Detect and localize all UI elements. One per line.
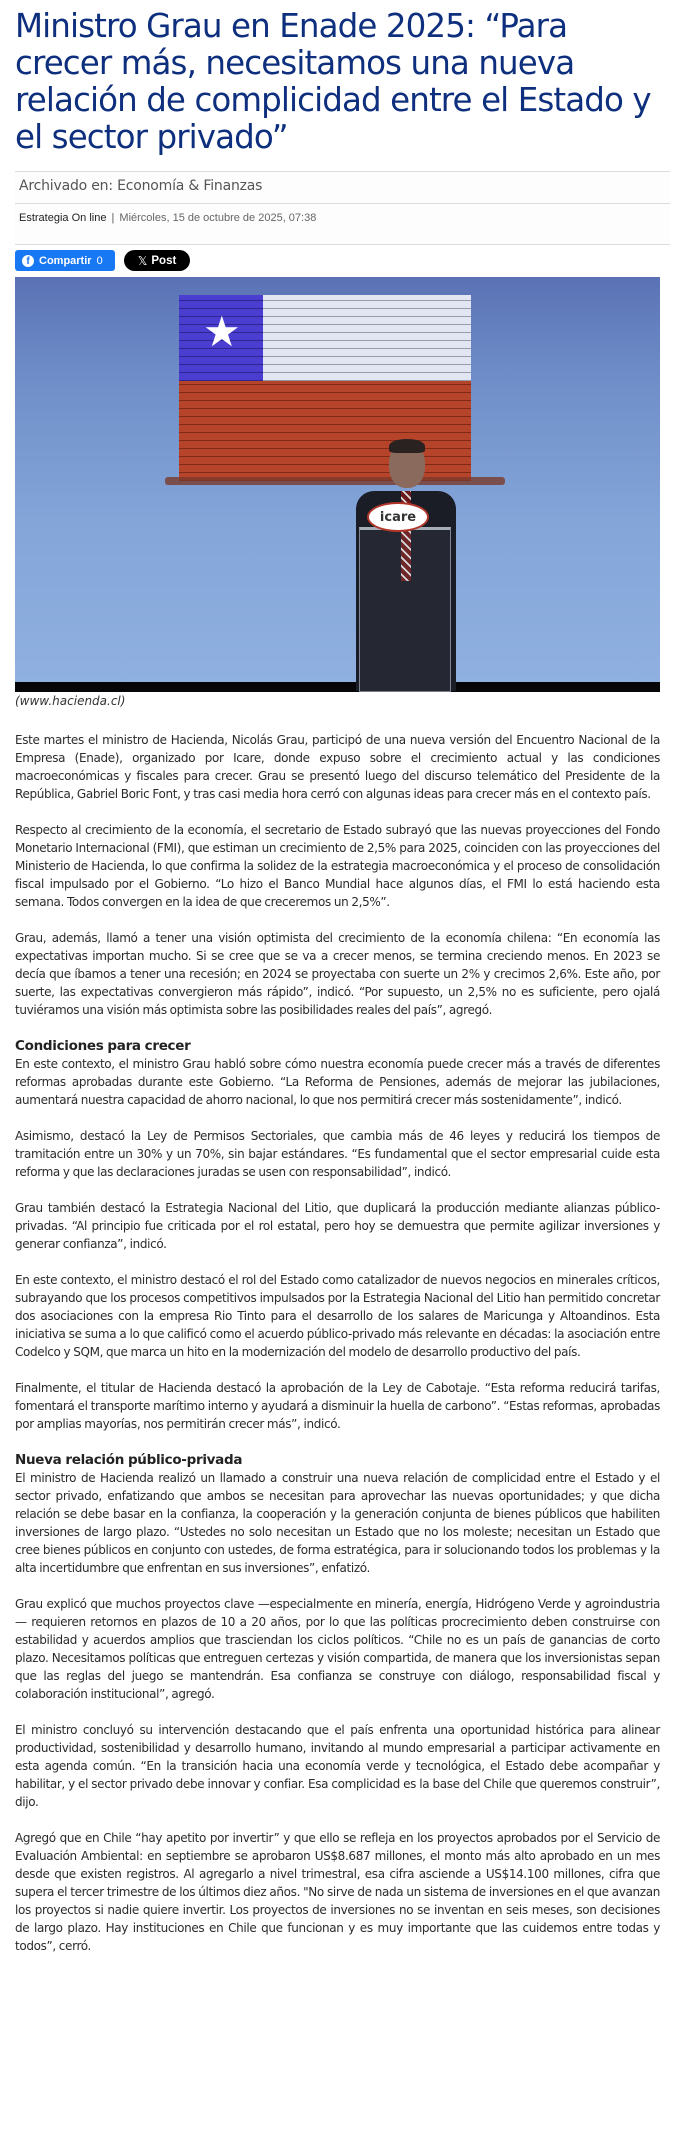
byline xyxy=(15,204,670,244)
paragraph: Finalmente, el titular de Hacienda destacó la aprobación de la Ley de Cabotaje. “Esta reforma reducirá tarifas, fomentará el transporte marítimo interno y ayudará a disminuir la huella de carbono”. “Estas reformas, aprobadas por amplias mayorías, nos permitirán crecer más”, indicó. xyxy=(15,1381,660,1431)
paragraph: En este contexto, el ministro Grau habló sobre cómo nuestra economía puede crecer más a través de diferentes reformas aprobadas durante este Gobierno. “La Reforma de Pensiones, además de mejorar las jubilaciones, aumentará nuestra capacidad de ahorro nacional, lo que nos permitirá crecer más sostenidamente”, indicó. xyxy=(15,1057,660,1107)
paragraph: El ministro de Hacienda realizó un llamado a construir una nueva relación de complicidad entre el Estado y el sector privado, enfatizando que ambos se necesitan para aprovechar las nuevas oportunidades; y que dicha relación se debe basar en la confianza, la cooperación y la generación conjunta de bienes públicos que habiliten inversiones de largo plazo. “Ustedes no solo necesitan un Estado que no los moleste; necesitan un Estado que cree bienes públicos en conjunto con ustedes, de forma estratégica, para ir solucionando todos los problemas y la alta incertidumbre que enfrentan en sus inversiones”, enfatizó. xyxy=(15,1471,660,1575)
x-post-button[interactable] xyxy=(124,250,190,271)
archived-in xyxy=(15,172,670,203)
paragraph: Asimismo, destacó la Ley de Permisos Sectoriales, que cambia más de 46 leyes y reducirá los tiempos de tramitación entre un 30% y un 70%, sin bajar estándares. “Es fundamental que el sector empresarial cuide esta reforma y que las declaraciones juradas se usen con responsabilidad”, indicó. xyxy=(15,1129,660,1179)
divider xyxy=(15,244,670,245)
article-photo xyxy=(15,277,660,692)
archived-label: Archivado en: xyxy=(19,178,118,194)
stage-floor xyxy=(15,682,660,692)
paragraph: En este contexto, el ministro destacó el rol del Estado como catalizador de nuevos negocios en minerales críticos, subrayando que los procesos competitivos impulsados por la Estrategia Nacional del Litio han permitido concretar dos asociaciones con la empresa Rio Tinto para el desarrollo de los salares de Maricunga y Altoandinos. Esta iniciativa se suma a lo que calificó como el acuerdo público-privado más relevante en décadas: la asociación entre Codelco y SQM, que marca un hito en la modernización del modelo de desarrollo productivo del país. xyxy=(15,1273,660,1359)
source-name: Estrategia On line xyxy=(19,212,107,224)
paragraph: Agregó que en Chile “hay apetito por invertir” y que ello se refleja en los proyectos aprobados por el Servicio de Evaluación Ambiental: en septiembre se aprobaron US$8.687 millones, el monto más alto aprobado en un mes desde que existen registros. Al agregarlo a nivel trimestral, esa cifra asciende a US$14.100 millones, cifra que supera el tercer trimestre de los últimos diez años. "No sirve de nada un sistema de inversiones en el que avanzan los proyectos si nadie quiere invertir. Los proyectos de inversiones no se inventan en seis meses, son decisiones de largo plazo. Hay instituciones en Chile que funcionan y es muy importante que las cuidemos entre todas y todos”, cerró. xyxy=(15,1831,660,1953)
brick-rubble xyxy=(165,477,505,485)
paragraph: Respecto al crecimiento de la economía, el secretario de Estado subrayó que las nuevas proyecciones del Fondo Monetario Internacional (FMI), que estiman un crecimiento de 2,5% para 2025, coinciden con las proyecciones del Ministerio de Hacienda, lo que confirma la solidez de la estrategia macroeconómica y el proceso de consolidación fiscal impulsado por el Gobierno. “Lo hizo el Banco Mundial hace algunos días, el FMI lo está haciendo esta semana. Todos convergen en la idea de que creceremos un 2,5%”. xyxy=(15,823,660,909)
article-header xyxy=(15,0,660,156)
star-icon: ★ xyxy=(203,307,241,356)
share-bar xyxy=(15,250,190,271)
facebook-share-label: Compartir xyxy=(39,254,92,267)
x-logo-icon: 𝕏 xyxy=(137,253,148,268)
category-link[interactable]: Economía & Finanzas xyxy=(117,178,263,194)
paragraph: Este martes el ministro de Hacienda, Nicolás Grau, participó de una nueva versión del Encuentro Nacional de la Empresa (Enade), organizado por Icare, donde expuso sobre el crecimiento actual y las condiciones macroeconómicas y fiscales para crecer. Grau se presentó luego del discurso telemático del Presidente de la República, Gabriel Boric Font, y tras casi media hora cerró con algunas ideas para crecer más en el contexto país. xyxy=(15,733,660,801)
byline-separator: | xyxy=(111,212,115,224)
facebook-icon: f xyxy=(22,255,34,267)
article-body xyxy=(15,731,660,1973)
paragraph: Grau, además, llamó a tener una visión optimista del crecimiento de la economía chilena: “En economía las expectativas importan mucho. Si se cree que se va a crecer menos, se termina creciendo menos. En 2023 se decía que íbamos a tener una recesión; en 2024 se proyectaba con suerte un 2% y crecimos 2,6%. Este año, por suerte, las expectativas convergieron más rápido”, indicó. “Por supuesto, un 2,5% no es suficiente, pero ojalá tuviéramos una visión más optimista sobre las posibilidades reales del país”, agregó. xyxy=(15,931,660,1017)
section-heading: Nueva relación público-privada xyxy=(15,1452,243,1468)
section-heading: Condiciones para crecer xyxy=(15,1038,191,1054)
photo-caption: (www.hacienda.cl) xyxy=(15,694,126,708)
icare-logo: icare xyxy=(367,502,429,532)
paragraph: Grau explicó que muchos proyectos clave —especialmente en minería, energía, Hidrógeno Verde y agroindustria— requieren retornos en plazos de 10 a 20 años, por lo que las políticas procrecimiento deben construirse con estabilidad y acuerdos amplios que trasciendan los ciclos políticos. “Chile no es un país de ganancias de corto plazo. Necesitamos políticas que entreguen certezas y visión compartida, de manera que los inversionistas sepan que las reglas del juego se mantendrán. Esa confianza se construye con diálogo, responsabilidad fiscal y colaboración institucional”, agregó. xyxy=(15,1597,660,1701)
paragraph: Grau también destacó la Estrategia Nacional del Litio, que duplicará la producción mediante alianzas público-privadas. “Al principio fue criticada por el rol estatal, pero hoy se demuestra que permite agilizar inversiones y generar confianza”, indicó. xyxy=(15,1201,660,1251)
facebook-share-count: 0 xyxy=(96,254,103,267)
x-post-label: Post xyxy=(151,254,177,267)
brick-chile-flag xyxy=(179,295,471,481)
paragraph: El ministro concluyó su intervención destacando que el país enfrenta una oportunidad histórica para alinear productividad, sostenibilidad y desarrollo humano, invitando al mundo empresarial a participar activamente en esta agenda común. “En la transición hacia una economía verde y tecnológica, el Estado debe acompañar y habilitar, y el sector privado debe innovar y confiar. Esa complicidad es la base del Chile que queremos construir”, dijo. xyxy=(15,1723,660,1809)
facebook-share-button[interactable] xyxy=(15,250,115,271)
publish-date: Miércoles, 15 de octubre de 2025, 07:38 xyxy=(119,212,317,224)
glass-podium xyxy=(359,527,451,692)
article-title: Ministro Grau en Enade 2025: “Para crecer más, necesitamos una nueva relación de complicidad entre el Estado y el sector privado” xyxy=(15,7,651,156)
